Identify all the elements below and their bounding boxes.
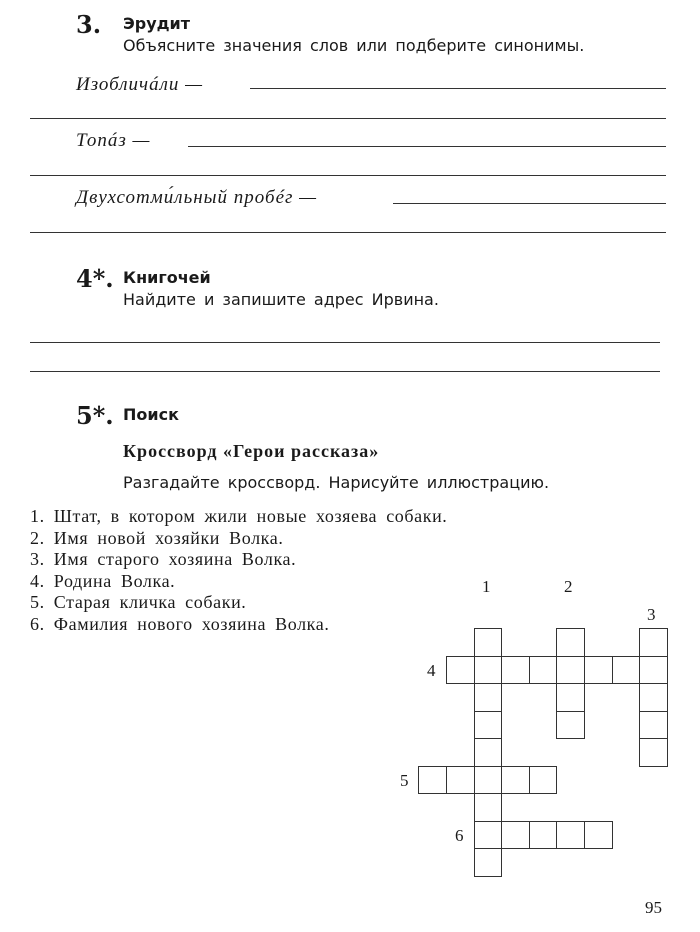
crossword-number-1: 1 [482, 577, 491, 596]
term-1: Изобличáли — [76, 74, 203, 95]
crossword-cell[interactable] [584, 821, 613, 850]
clue-item: 1. Штат, в котором жили новые хозяева собаки. [30, 506, 448, 526]
task3-instruction: Объясните значения слов или подберите синонимы. [123, 36, 585, 55]
crossword-cell[interactable] [501, 766, 530, 795]
clue-item: 6. Фамилия нового хозяина Волка. [30, 613, 330, 634]
crossword-cell[interactable] [474, 628, 503, 657]
crossword-title: Кроссворд «Герои рассказа» [123, 441, 380, 461]
task4-instruction: Найдите и запишите адрес Ирвина. [123, 290, 439, 309]
crossword-cell[interactable] [474, 711, 503, 740]
crossword-cell[interactable] [584, 656, 613, 685]
crossword-cell[interactable] [529, 821, 558, 850]
crossword-cell[interactable] [529, 766, 558, 795]
crossword-cell[interactable] [556, 711, 585, 740]
crossword-cell[interactable] [501, 821, 530, 850]
crossword-cell[interactable] [501, 656, 530, 685]
task5-number: 5*. [76, 401, 114, 430]
task3-title: Эрудит [123, 14, 191, 33]
task5-instruction: Разгадайте кроссворд. Нарисуйте иллюстрацию. [123, 473, 550, 492]
crossword-cell[interactable] [529, 656, 558, 685]
clue-item: 5. Старая кличка собаки. [30, 592, 247, 612]
clue-item: 4. Родина Волка. [30, 570, 176, 591]
crossword-cell[interactable] [474, 793, 503, 822]
crossword-cell[interactable] [639, 711, 668, 740]
crossword-cell[interactable] [556, 821, 585, 850]
crossword-number-5: 5 [400, 771, 409, 790]
crossword-cell[interactable] [639, 656, 668, 685]
crossword-cell[interactable] [639, 628, 668, 657]
crossword-number-4: 4 [427, 661, 436, 680]
crossword-cell[interactable] [474, 683, 503, 712]
crossword-cell[interactable] [474, 821, 503, 850]
page-number: 95 [645, 898, 662, 917]
task4-title: Книгочей [123, 268, 211, 287]
clue-item: 2. Имя новой хозяйки Волка. [30, 527, 284, 548]
term-3: Двухсотми́льный пробéг — [76, 187, 318, 208]
crossword-cell[interactable] [474, 738, 503, 767]
task3-number: 3. [76, 10, 102, 39]
crossword-cell[interactable] [474, 766, 503, 795]
crossword-cell[interactable] [556, 628, 585, 657]
crossword-cell[interactable] [446, 656, 475, 685]
crossword-cell[interactable] [612, 656, 641, 685]
crossword-cell[interactable] [474, 848, 503, 877]
crossword-cell[interactable] [556, 683, 585, 712]
crossword-cell[interactable] [418, 766, 447, 795]
crossword-cell[interactable] [556, 656, 585, 685]
crossword-cell[interactable] [474, 656, 503, 685]
task4-number: 4*. [76, 264, 114, 293]
crossword-cell[interactable] [639, 738, 668, 767]
crossword-number-3: 3 [647, 605, 656, 624]
task5-title: Поиск [123, 405, 179, 424]
crossword-cell[interactable] [639, 683, 668, 712]
crossword-cell[interactable] [446, 766, 475, 795]
term-2: Топáз — [76, 130, 151, 151]
crossword-number-6: 6 [455, 826, 464, 845]
clue-item: 3. Имя старого хозяина Волка. [30, 549, 297, 569]
crossword-number-2: 2 [564, 577, 573, 596]
